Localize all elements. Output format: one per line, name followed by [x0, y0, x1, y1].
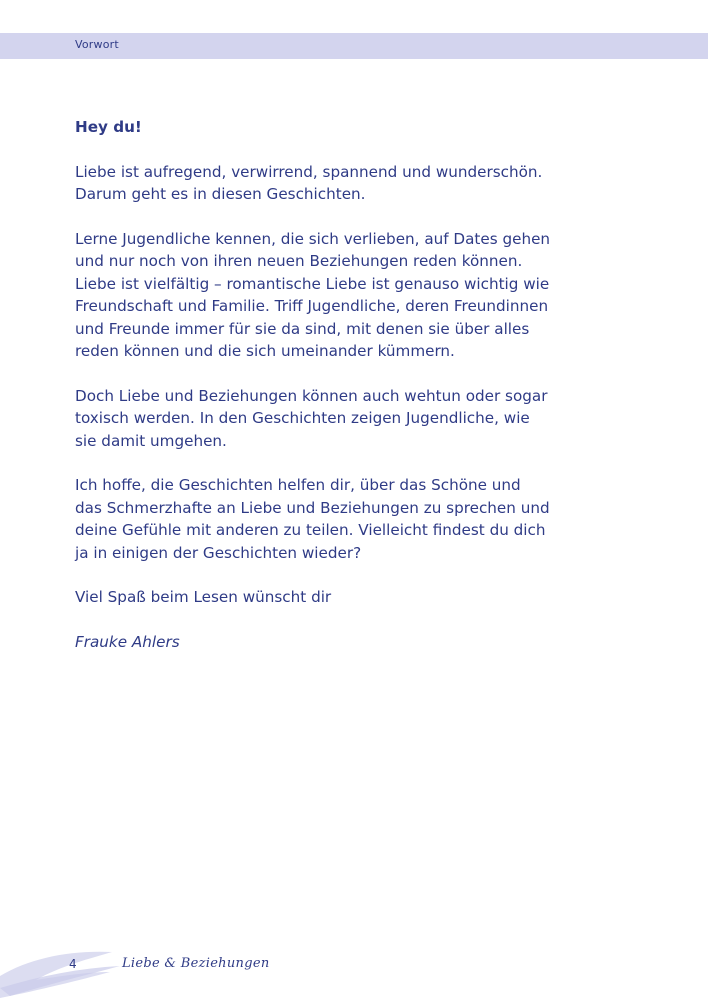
closing-line: Viel Spaß beim Lesen wünscht dir	[75, 588, 332, 607]
foreword-text	[75, 116, 635, 654]
section-label: Vorwort	[75, 38, 119, 51]
text-line: deine Gefühle mit anderen zu teilen. Vielleicht findest du dich	[75, 521, 546, 540]
text-line: das Schmerzhafte an Liebe und Beziehungen zu sprechen und	[75, 498, 550, 517]
text-line: Liebe ist vielfältig – romantische Liebe ist genauso wichtig wie	[75, 274, 550, 293]
text-line: Freundschaft und Familie. Triff Jugendliche, deren Freundinnen	[75, 297, 549, 316]
page-number: 4	[69, 957, 77, 971]
text-line: Lerne Jugendliche kennen, die sich verlieben, auf Dates gehen	[75, 230, 551, 248]
paragraph-3	[75, 385, 635, 452]
signature: Frauke Ahlers	[75, 633, 180, 652]
text-line: und nur noch von ihren neuen Beziehungen reden können.	[75, 252, 523, 271]
text-line: Ich hoffe, die Geschichten helfen dir, über das Schöne und	[75, 476, 521, 495]
text-line: Darum geht es in diesen Geschichten.	[75, 185, 366, 204]
header-band	[0, 33, 708, 59]
text-line: reden können und die sich umeinander kümmern.	[75, 342, 455, 361]
text-line: und Freunde immer für sie da sind, mit denen sie über alles	[75, 319, 530, 338]
greeting: Hey du!	[75, 118, 142, 136]
paragraph-1	[75, 161, 635, 206]
text-line: ja in einigen der Geschichten wieder?	[75, 543, 362, 562]
text-line: toxisch werden. In den Geschichten zeigen Jugendliche, wie	[75, 409, 530, 428]
paragraph-2	[75, 228, 635, 362]
text-line: Doch Liebe und Beziehungen können auch wehtun oder sogar	[75, 386, 548, 405]
text-line: Liebe ist aufregend, verwirrend, spannend und wunderschön.	[75, 162, 543, 181]
book-title: Liebe & Beziehungen	[122, 956, 270, 971]
paragraph-4	[75, 474, 635, 564]
text-line: sie damit umgehen.	[75, 431, 227, 450]
